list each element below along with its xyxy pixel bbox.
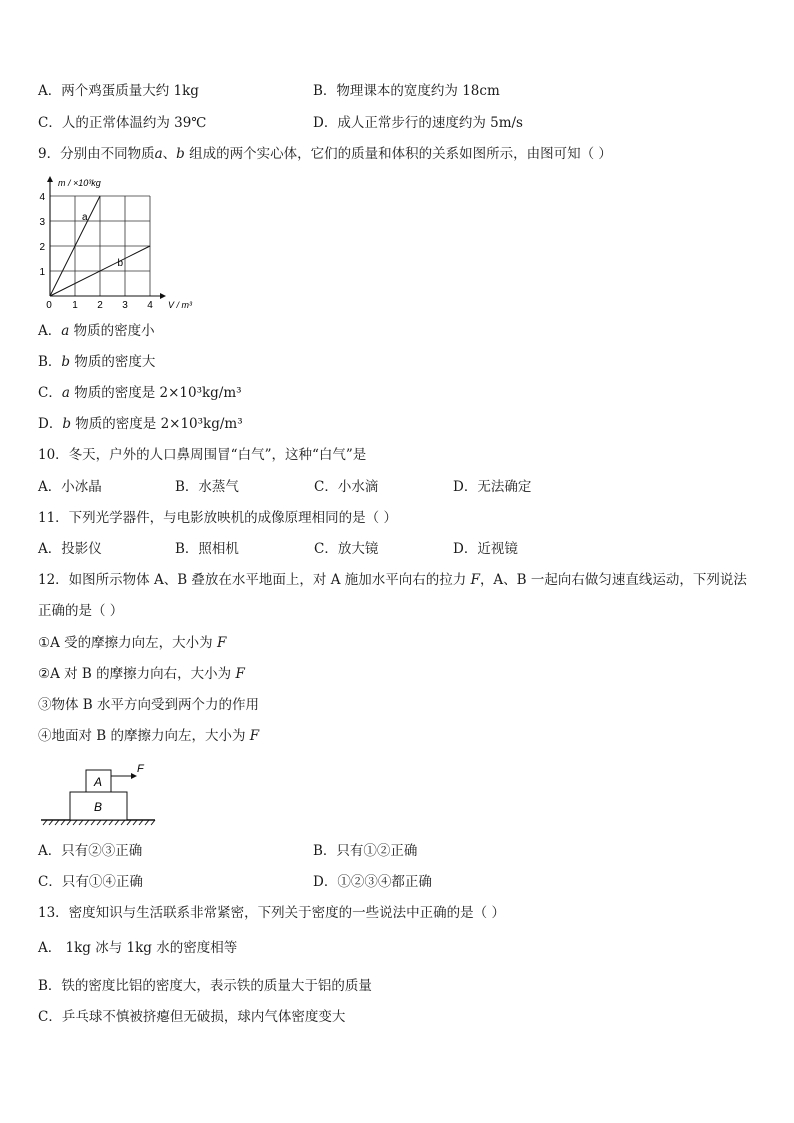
q8-option-b: B．物理课本的宽度约为 18cm — [313, 83, 500, 99]
q13-option-a: A． 1kg 冰与 1kg 水的密度相等 — [38, 940, 238, 956]
q9-option-d — [38, 415, 243, 433]
q11-option-d: D．近视镜 — [453, 541, 518, 557]
x-tick-label: 0 — [46, 300, 52, 311]
q11-option-c: C．放大镜 — [314, 541, 379, 557]
q12-statement-1 — [38, 634, 226, 652]
q9-option-d-var: b — [62, 416, 71, 432]
q9-var-b: b — [176, 146, 185, 162]
q13-option-c: C．乒乓球不慎被挤瘪但无破损，球内气体密度变大 — [38, 1009, 346, 1025]
q12-block-b-label: B — [93, 800, 103, 814]
q9-stem-post: 组成的两个实心体，它们的质量和体积的关系如图所示，由图可知（ ） — [184, 146, 612, 162]
q11-stem: 11．下列光学器件，与电影放映机的成像原理相同的是（ ） — [38, 510, 397, 526]
y-tick-label: 1 — [39, 267, 45, 278]
q9-option-c-text: 物质的密度是 2×10³kg/m³ — [69, 385, 242, 401]
q9-option-c — [38, 384, 242, 402]
x-tick-label: 1 — [72, 300, 78, 311]
q9-option-d-label: D． — [38, 416, 63, 432]
x-tick-label: 3 — [122, 300, 128, 311]
q9-option-b-label: B． — [38, 354, 62, 370]
q8-option-d: D．成人正常步行的速度约为 5m/s — [313, 115, 523, 131]
q12-statement-2-force: F — [235, 666, 245, 682]
q12-statement-1-force: F — [216, 635, 227, 651]
q9-stem-pre: 9．分别由不同物质 — [38, 146, 155, 162]
q12-block-a-label: A — [93, 775, 103, 789]
q12-statement-3: ③物体 B 水平方向受到两个力的作用 — [38, 697, 260, 713]
q8-option-a: A．两个鸡蛋质量大约 1kg — [38, 83, 199, 99]
q12-statement-4-force: F — [249, 728, 260, 744]
q9-stem — [38, 145, 612, 163]
q9-option-b — [38, 353, 155, 371]
q12-statement-4 — [38, 727, 259, 745]
q9-option-a-text: 物质的密度小 — [69, 323, 155, 339]
q9-option-d-text: 物质的密度是 2×10³kg/m³ — [70, 416, 243, 432]
q12-force-symbol: F — [470, 572, 480, 588]
q11-option-b: B．照相机 — [175, 541, 239, 557]
q9-option-a — [38, 322, 155, 340]
q12-statement-1-text: ①A 受的摩擦力向左，大小为 — [38, 635, 217, 651]
q9-sep: 、 — [162, 146, 177, 162]
x-tick-label: 4 — [147, 300, 153, 311]
q12-stem-line2: 正确的是（ ） — [38, 603, 124, 619]
q12-force-label: F — [137, 763, 144, 775]
y-tick-label: 4 — [39, 192, 45, 203]
q12-option-d: D．①②③④都正确 — [313, 874, 432, 890]
y-axis-label: m / ×10³kg — [58, 178, 101, 188]
q10-option-c: C．小水滴 — [314, 479, 379, 495]
y-tick-label: 3 — [39, 217, 45, 228]
q9-option-c-var: a — [61, 385, 70, 401]
q12-stem-post: ，A、B 一起向右做匀速直线运动，下列说法 — [479, 572, 747, 588]
q9-option-c-label: C． — [38, 385, 62, 401]
q12-blocks-figure — [38, 760, 163, 830]
q10-option-a: A．小冰晶 — [38, 479, 102, 495]
series-label-a: a — [82, 212, 88, 223]
q10-option-d: D．无法确定 — [453, 479, 532, 495]
x-tick-label: 2 — [97, 300, 103, 311]
x-axis-arrow — [160, 293, 166, 299]
q11-option-a: A．投影仪 — [38, 541, 102, 557]
q9-var-a: a — [154, 146, 163, 162]
q12-statement-2 — [38, 665, 245, 683]
q12-statement-2-text: ②A 对 B 的摩擦力向右，大小为 — [38, 666, 236, 682]
y-axis-arrow — [47, 176, 53, 182]
q8-option-c: C．人的正常体温约为 39℃ — [38, 115, 207, 131]
q12-option-c: C．只有①④正确 — [38, 874, 143, 890]
q10-option-b: B．水蒸气 — [175, 479, 239, 495]
q9-option-b-var: b — [61, 354, 71, 370]
q9-option-a-label: A． — [38, 323, 62, 339]
q9-option-a-var: a — [61, 323, 70, 339]
y-tick-label: 2 — [39, 242, 45, 253]
q13-stem: 13．密度知识与生活联系非常紧密，下列关于密度的一些说法中正确的是（ ） — [38, 905, 505, 921]
x-axis-label: V / m³ — [168, 300, 192, 310]
q12-stem-pre: 12．如图所示物体 A、B 叠放在水平地面上，对 A 施加水平向右的拉力 — [38, 572, 471, 588]
q12-statement-4-text: ④地面对 B 的摩擦力向左，大小为 — [38, 728, 250, 744]
q9-mass-volume-chart — [30, 168, 200, 318]
q12-stem-line1 — [38, 571, 747, 589]
q9-option-b-text: 物质的密度大 — [70, 354, 156, 370]
q10-stem: 10．冬天，户外的人口鼻周围冒“白气”，这种“白气”是 — [38, 447, 367, 463]
q12-option-b: B．只有①②正确 — [313, 843, 418, 859]
series-label-b: b — [117, 258, 124, 269]
q12-option-a: A．只有②③正确 — [38, 843, 143, 859]
q13-option-b: B．铁的密度比铝的密度大，表示铁的质量大于铝的质量 — [38, 978, 372, 994]
